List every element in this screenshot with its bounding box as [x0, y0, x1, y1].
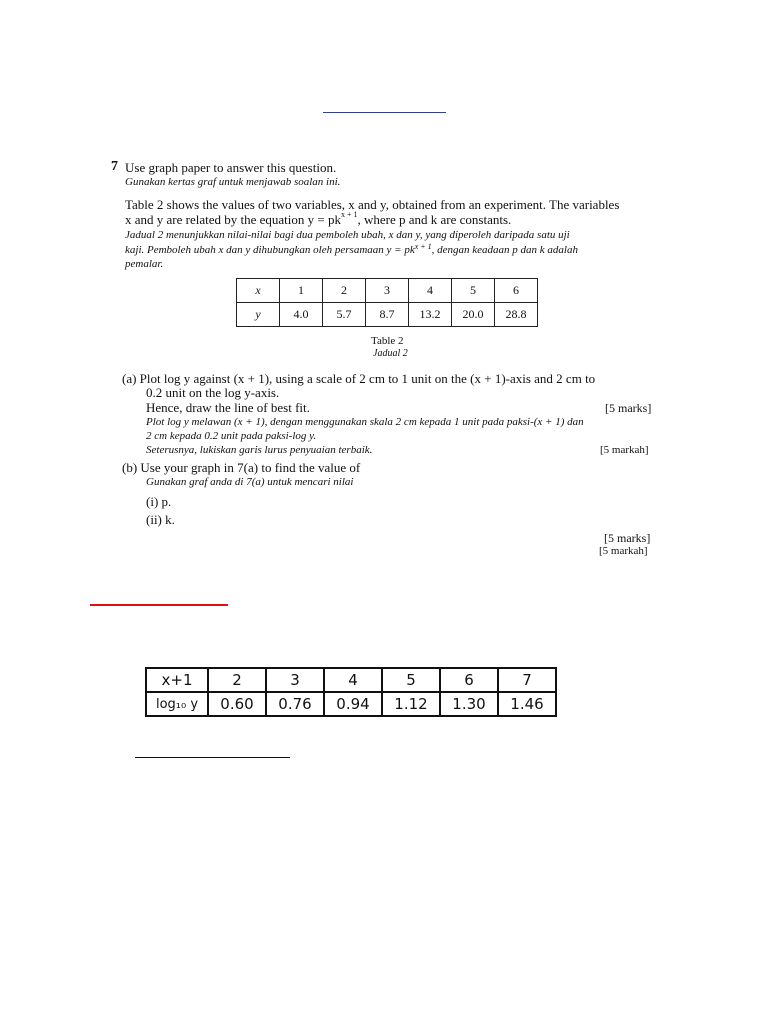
- intro-line1: Table 2 shows the values of two variables, x and y, obtained from an experiment. The variables: [125, 197, 620, 212]
- table-cell: 6: [495, 279, 538, 303]
- table-cell: 20.0: [452, 303, 495, 327]
- bottom-black-rule: [135, 757, 290, 758]
- table-cell: 5: [452, 279, 495, 303]
- part-a-ms-line1: Plot log y melawan (x + 1), dengan menggunakan skala 2 cm kepada 1 unit pada paksi-(x + 1) dan: [146, 416, 584, 428]
- table-cell: 1.12: [382, 692, 440, 716]
- answer-header-x: x+1: [146, 668, 208, 692]
- table-row: [237, 279, 538, 303]
- part-a-line3: Hence, draw the line of best fit.: [146, 400, 310, 415]
- part-b-marks: [5 marks]: [604, 531, 651, 545]
- table-caption-ms: Jadual 2: [373, 348, 408, 359]
- question-instruction-ms: Gunakan kertas graf untuk menjawab soalan ini.: [125, 176, 341, 188]
- table-cell: 0.76: [266, 692, 324, 716]
- answer-table: [145, 667, 557, 717]
- row-x-label: x: [237, 279, 280, 303]
- table-cell: 3: [266, 668, 324, 692]
- row-y-label: y: [237, 303, 280, 327]
- answer-header-y: log₁₀ y: [146, 692, 208, 716]
- table-cell: 28.8: [495, 303, 538, 327]
- part-b-marks-ms: [5 markah]: [599, 545, 648, 557]
- part-a-ms-line3: Seterusnya, lukiskan garis lurus penyuaian terbaik.: [146, 444, 373, 456]
- table-cell: 5: [382, 668, 440, 692]
- question-number: 7: [111, 159, 118, 174]
- part-b-line1: (b) Use your graph in 7(a) to find the value of: [122, 460, 361, 475]
- table-row: [146, 668, 556, 692]
- part-a-marks: [5 marks]: [605, 401, 652, 415]
- table-cell: 1.46: [498, 692, 556, 716]
- table-row: [237, 303, 538, 327]
- part-a-ms-line2: 2 cm kepada 0.2 unit pada paksi-log y.: [146, 430, 317, 442]
- table-cell: 6: [440, 668, 498, 692]
- part-a-line1: (a) Plot log y against (x + 1), using a scale of 2 cm to 1 unit on the (x + 1)-axis and 2 cm to: [122, 371, 596, 386]
- part-b-ii: (ii) k.: [146, 512, 175, 527]
- table-cell: 0.94: [324, 692, 382, 716]
- table-cell: 0.60: [208, 692, 266, 716]
- data-table: [236, 278, 538, 327]
- table-cell: 8.7: [366, 303, 409, 327]
- table-cell: 3: [366, 279, 409, 303]
- intro-line2: x and y are related by the equation $y = pk^{x + 1}$, where p and k are constants.: [125, 210, 512, 227]
- table-cell: 4: [409, 279, 452, 303]
- intro-ms-line3: pemalar.: [125, 258, 164, 270]
- part-b-i: (i) p.: [146, 494, 172, 509]
- table-cell: 7: [498, 668, 556, 692]
- table-cell: 2: [323, 279, 366, 303]
- table-cell: 5.7: [323, 303, 366, 327]
- table-cell: 1: [280, 279, 323, 303]
- table-row: [146, 692, 556, 716]
- table-cell: 4: [324, 668, 382, 692]
- top-blue-rule: [323, 112, 446, 113]
- table-cell: 2: [208, 668, 266, 692]
- table-cell: 4.0: [280, 303, 323, 327]
- table-cell: 13.2: [409, 303, 452, 327]
- question-instruction: Use graph paper to answer this question.: [125, 160, 337, 175]
- red-rule: [90, 604, 228, 606]
- intro-ms-line1: Jadual 2 menunjukkan nilai-nilai bagi dua pemboleh ubah, x dan y, yang diperoleh daripada satu uji: [125, 229, 570, 241]
- part-b-ms-line1: Gunakan graf anda di 7(a) untuk mencari nilai: [146, 476, 354, 488]
- part-a-line2: 0.2 unit on the log y-axis.: [146, 385, 280, 400]
- part-a-marks-ms: [5 markah]: [600, 444, 649, 456]
- table-caption: Table 2: [371, 335, 404, 347]
- intro-ms-line2: kaji. Pemboleh ubah x dan y dihubungkan oleh persamaan $y = pk^{x + 1}$, dengan keadaan p dan k adalah: [125, 242, 578, 256]
- table-cell: 1.30: [440, 692, 498, 716]
